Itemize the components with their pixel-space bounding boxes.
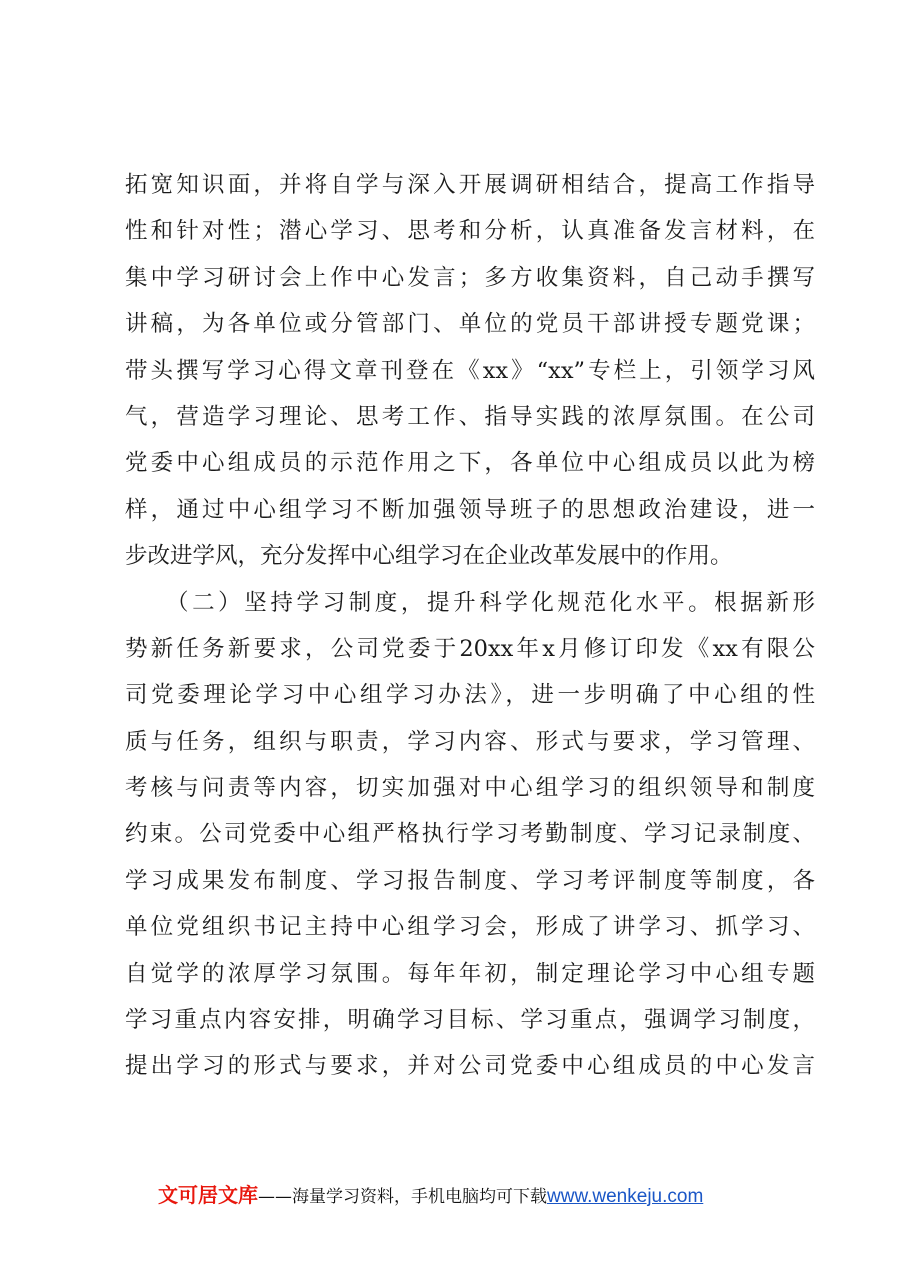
footer-brand: 文可居文库: [158, 1183, 258, 1207]
text-line: 气，营造学习理论、思考工作、指导实践的浓厚氛围。在公司: [125, 403, 815, 430]
text-line: 学习重点内容安排，明确学习目标、学习重点，强调学习制度，: [125, 1007, 815, 1034]
text-line: 质与任务，组织与职责，学习内容、形式与要求，学习管理、: [125, 728, 815, 755]
text-line: 性和针对性；潜心学习、思考和分析，认真准备发言材料，在: [125, 218, 815, 245]
text-line: 党委中心组成员的示范作用之下，各单位中心组成员以此为榜: [125, 450, 815, 477]
text-line: 拓宽知识面，并将自学与深入开展调研相结合，提高工作指导: [125, 172, 815, 198]
text-line: 司党委理论学习中心组学习办法》，进一步明确了中心组的性: [125, 682, 815, 709]
text-line: 学习成果发布制度、学习报告制度、学习考评制度等制度，各: [125, 867, 815, 894]
text-line: （二）坚持学习制度，提升科学化规范化水平。根据新形: [125, 589, 815, 616]
footer-slogan: ——海量学习资料，手机电脑均可下载: [258, 1187, 547, 1207]
text-line: 样，通过中心组学习不断加强领导班子的思想政治建设，进一: [125, 496, 815, 523]
page-footer: [158, 1183, 703, 1209]
text-line: 自觉学的浓厚学习氛围。每年年初，制定理论学习中心组专题: [125, 960, 815, 987]
text-line: 考核与问责等内容，切实加强对中心组学习的组织领导和制度: [125, 775, 815, 802]
text-line: 提出学习的形式与要求，并对公司党委中心组成员的中心发言: [125, 1053, 815, 1080]
footer-website-link[interactable]: www.wenkeju.com: [547, 1186, 704, 1207]
text-line: 单位党组织书记主持中心组学习会，形成了讲学习、抓学习、: [125, 914, 815, 941]
text-line: 约束。公司党委中心组严格执行学习考勤制度、学习记录制度、: [125, 821, 815, 848]
text-line: 集中学习研讨会上作中心发言；多方收集资料，自己动手撰写: [125, 264, 815, 291]
text-line: 带头撰写学习心得文章刊登在《xx》“xx”专栏上，引领学习风: [125, 357, 815, 384]
text-line: 讲稿，为各单位或分管部门、单位的党员干部讲授专题党课；: [125, 311, 815, 338]
document-body: [125, 162, 815, 1090]
text-line: 步改进学风，充分发挥中心组学习在企业改革发展中的作用。: [125, 543, 733, 570]
text-line: 势新任务新要求，公司党委于20xx年x月修订印发《xx有限公: [125, 635, 815, 662]
